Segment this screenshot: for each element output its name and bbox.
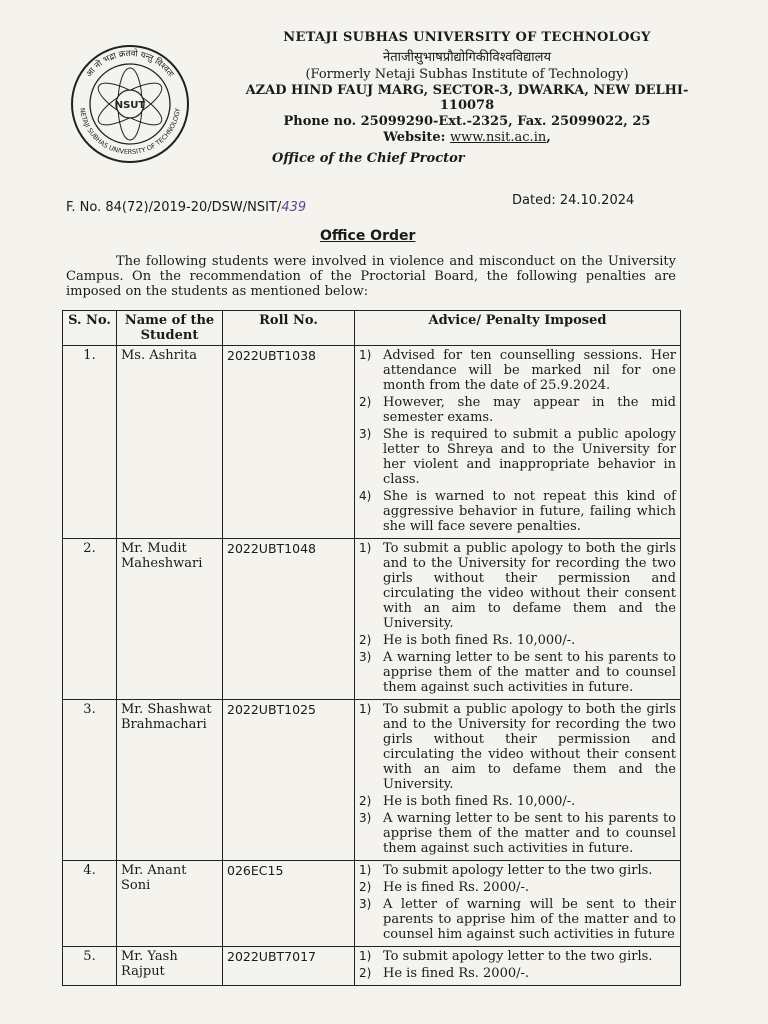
file-number	[66, 200, 306, 215]
intro-text: The following students were involved in violence and misconduct on the University Campus. On the recommendation of the Proctorial Board, the following penalties are imposed on the students as mentioned below:	[66, 254, 676, 299]
penalty-text: He is both fined Rs. 10,000/-.	[383, 794, 576, 809]
order-title: Office Order	[320, 228, 416, 244]
cell-roll-no: 2022UBT1025	[223, 700, 355, 861]
penalty-list	[359, 863, 676, 942]
cell-penalty	[355, 700, 681, 861]
penalty-item	[359, 794, 676, 809]
penalty-text: To submit a public apology to both the girls and to the University for recording the two girls without their permission and circulating the video without their consent with an aim to defame them and the University.	[383, 702, 676, 792]
penalty-item	[359, 949, 676, 964]
website-label: Website:	[383, 130, 450, 145]
penalty-text: A warning letter to be sent to his parents to apprise them of the matter and to counsel them against such activities in future.	[383, 811, 676, 856]
penalty-number: 1)	[359, 348, 372, 362]
cell-sno: 4.	[63, 861, 117, 947]
penalty-number: 3)	[359, 427, 372, 441]
penalty-number: 2)	[359, 966, 372, 980]
penalty-number: 1)	[359, 541, 372, 555]
office-name: Office of the Chief Proctor	[272, 151, 465, 166]
cell-sno: 2.	[63, 539, 117, 700]
header-penalty: Advice/ Penalty Imposed	[355, 311, 681, 346]
intro-paragraph	[66, 254, 676, 299]
website-suffix: ,	[546, 130, 551, 145]
header-roll: Roll No.	[223, 311, 355, 346]
cell-sno: 1.	[63, 346, 117, 539]
dated: Dated: 24.10.2024	[512, 193, 635, 208]
penalty-item	[359, 541, 676, 631]
penalty-number: 1)	[359, 949, 372, 963]
penalty-text: Advised for ten counselling sessions. Her attendance will be marked nil for one month from the date of 25.9.2024.	[383, 348, 676, 393]
cell-penalty	[355, 346, 681, 539]
table-row	[63, 947, 681, 986]
phone-fax: Phone no. 25099290-Ext.-2325, Fax. 25099022, 25	[283, 114, 651, 129]
table-row	[63, 539, 681, 700]
cell-student-name: Ms. Ashrita	[117, 346, 223, 539]
penalty-item	[359, 966, 676, 981]
table-row	[63, 346, 681, 539]
cell-penalty	[355, 947, 681, 986]
penalty-item	[359, 897, 676, 942]
website-line	[232, 130, 702, 145]
university-name: NETAJI SUBHAS UNIVERSITY OF TECHNOLOGY	[283, 30, 651, 45]
penalty-text: To submit apology letter to the two girls.	[383, 949, 653, 964]
address: AZAD HIND FAUJ MARG, SECTOR-3, DWARKA, NEW DELHI-110078	[245, 83, 689, 113]
penalty-item	[359, 650, 676, 695]
cell-student-name: Mr. Mudit Maheshwari	[117, 539, 223, 700]
file-number-text: F. No. 84(72)/2019-20/DSW/NSIT/	[66, 200, 282, 215]
penalty-number: 1)	[359, 863, 372, 877]
cell-student-name: Mr. Anant Soni	[117, 861, 223, 947]
penalty-list	[359, 949, 676, 981]
penalty-text: He is both fined Rs. 10,000/-.	[383, 633, 576, 648]
svg-text:NSUT: NSUT	[114, 100, 146, 111]
penalty-text: She is required to submit a public apology letter to Shreya and to the University for her violent and inappropriate behavior in class.	[383, 427, 676, 487]
penalty-number: 2)	[359, 880, 372, 894]
cell-penalty	[355, 539, 681, 700]
penalty-item	[359, 427, 676, 487]
penalty-item	[359, 863, 676, 878]
cell-roll-no: 2022UBT7017	[223, 947, 355, 986]
table-row	[63, 700, 681, 861]
formerly-name: (Formerly Netaji Subhas Institute of Technology)	[305, 67, 629, 82]
penalty-text: A warning letter to be sent to his parents to apprise them of the matter and to counsel them against such activities in future.	[383, 650, 676, 695]
penalty-number: 3)	[359, 650, 372, 664]
cell-sno: 3.	[63, 700, 117, 861]
penalty-number: 3)	[359, 811, 372, 825]
cell-roll-no: 2022UBT1038	[223, 346, 355, 539]
penalty-text: She is warned to not repeat this kind of aggressive behavior in future, failing which she will face severe penalties.	[383, 489, 676, 534]
penalty-number: 1)	[359, 702, 372, 716]
penalty-list	[359, 541, 676, 695]
header-sno: S. No.	[63, 311, 117, 346]
penalty-text: To submit a public apology to both the girls and to the University for recording the two girls without their permission and circulating the video without their consent with an aim to defame them and the University.	[383, 541, 676, 631]
penalty-text: To submit apology letter to the two girls.	[383, 863, 653, 878]
penalty-item	[359, 880, 676, 895]
table-header-row	[63, 311, 681, 346]
penalty-list	[359, 702, 676, 856]
penalty-number: 2)	[359, 794, 372, 808]
table-body	[63, 346, 681, 986]
penalty-text: He is fined Rs. 2000/-.	[383, 966, 530, 981]
file-number-handwritten: 439	[281, 200, 307, 215]
cell-student-name: Mr. Yash Rajput	[117, 947, 223, 986]
university-name-hindi: नेताजीसुभाषप्रौद्योगिकीविश्वविद्यालय	[382, 50, 552, 65]
penalty-number: 4)	[359, 489, 372, 503]
cell-roll-no: 2022UBT1048	[223, 539, 355, 700]
cell-roll-no: 026EC15	[223, 861, 355, 947]
penalty-table	[62, 310, 681, 986]
penalty-item	[359, 702, 676, 792]
penalty-item	[359, 395, 676, 425]
header-name: Name of the Student	[117, 311, 223, 346]
cell-student-name: Mr. Shashwat Brahmachari	[117, 700, 223, 861]
penalty-item	[359, 489, 676, 534]
letterhead	[232, 30, 702, 145]
penalty-item	[359, 348, 676, 393]
table-row	[63, 861, 681, 947]
penalty-item	[359, 811, 676, 856]
penalty-number: 3)	[359, 897, 372, 911]
penalty-text: A letter of warning will be sent to their parents to apprise him of the matter and to counsel him against such activities in future	[383, 897, 676, 942]
penalty-item	[359, 633, 676, 648]
svg-text:NETAJI SUBHAS UNIVERSITY OF TE: NETAJI SUBHAS UNIVERSITY OF TECHNOLOGY	[78, 107, 182, 157]
svg-text:आ नो भद्रा क्रतवो यन्तु विश्वत: आ नो भद्रा क्रतवो यन्तु विश्वतः	[84, 48, 176, 80]
penalty-text: However, she may appear in the mid semester exams.	[383, 395, 676, 425]
cell-penalty	[355, 861, 681, 947]
website-link[interactable]: www.nsit.ac.in	[450, 130, 547, 145]
penalty-text: He is fined Rs. 2000/-.	[383, 880, 530, 895]
penalty-list	[359, 348, 676, 534]
penalty-number: 2)	[359, 395, 372, 409]
penalty-number: 2)	[359, 633, 372, 647]
cell-sno: 5.	[63, 947, 117, 986]
nsut-seal-logo	[68, 42, 192, 166]
